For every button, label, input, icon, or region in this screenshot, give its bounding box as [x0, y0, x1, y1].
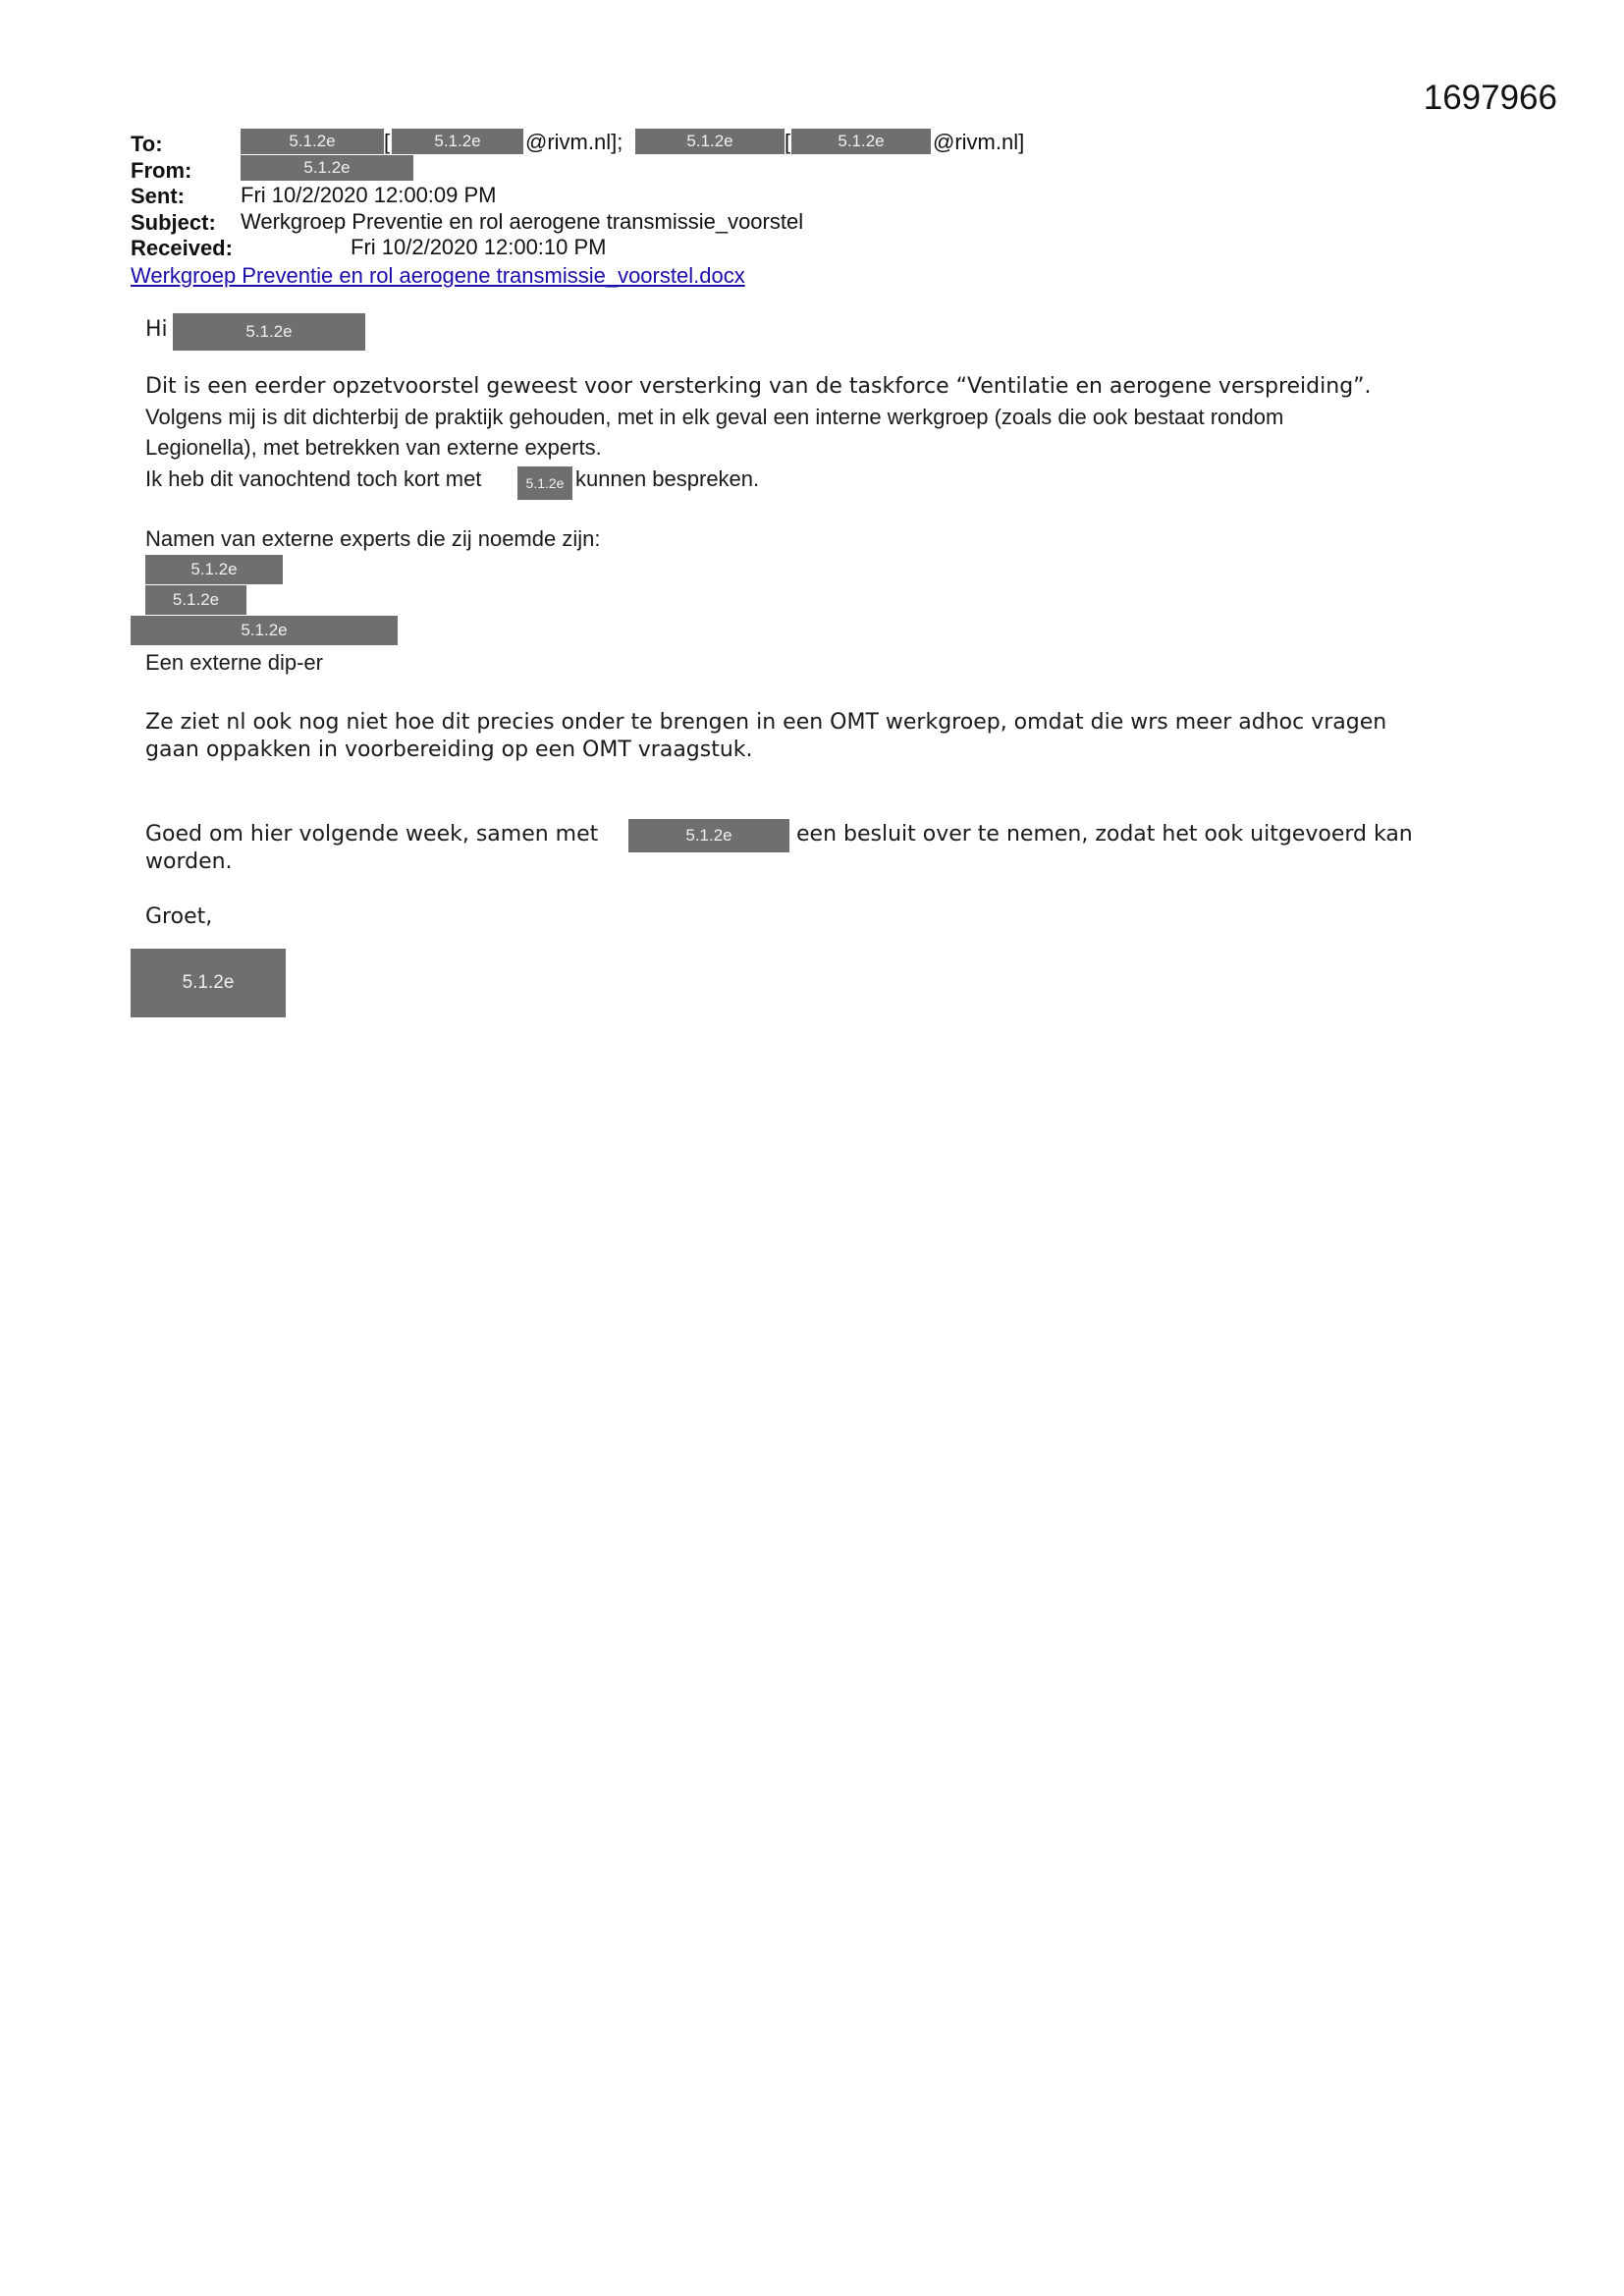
- p1-line3: Legionella), met betrekken van externe experts.: [145, 435, 602, 460]
- to-bracket-1: [: [384, 130, 391, 154]
- from-label: From:: [131, 158, 192, 183]
- to-bracket-2: [: [785, 130, 791, 154]
- p1-line4-start: Ik heb dit vanochtend toch kort met: [145, 466, 482, 491]
- received-label: Received:: [131, 236, 233, 260]
- expert-extra: Een externe dip-er: [145, 650, 323, 675]
- subject-label: Subject:: [131, 210, 216, 235]
- closing: Groet,: [145, 904, 213, 929]
- redaction-to-name-2: 5.1.2e: [635, 129, 785, 154]
- to-label: To:: [131, 132, 163, 156]
- subject-value: Werkgroep Preventie en rol aerogene transmissie_voorstel: [241, 209, 804, 234]
- redaction-inline-2: 5.1.2e: [628, 819, 789, 852]
- experts-intro: Namen van externe experts die zij noemde zijn:: [145, 526, 601, 551]
- p1-line2: Volgens mij is dit dichterbij de praktijk gehouden, met in elk geval een interne werkgroep (zoals die ook bestaat rondom: [145, 405, 1284, 429]
- redaction-signature: 5.1.2e: [131, 949, 286, 1017]
- document-number: 1697966: [1423, 79, 1557, 117]
- redaction-to-email-1: 5.1.2e: [392, 129, 523, 154]
- received-value: Fri 10/2/2020 12:00:10 PM: [351, 235, 607, 259]
- p3-line1-end: een besluit over te nemen, zodat het ook uitgevoerd kan: [796, 822, 1413, 847]
- redaction-inline-1: 5.1.2e: [517, 466, 572, 500]
- redaction-expert-1: 5.1.2e: [145, 555, 283, 584]
- greeting: Hi: [145, 317, 168, 342]
- attachment-link[interactable]: Werkgroep Preventie en rol aerogene transmissie_voorstel.docx: [131, 263, 745, 288]
- p2-line2: gaan oppakken in voorbereiding op een OMT vraagstuk.: [145, 738, 753, 762]
- redaction-from: 5.1.2e: [241, 155, 413, 181]
- redaction-expert-3: 5.1.2e: [131, 616, 398, 645]
- to-domain-2: @rivm.nl]: [933, 130, 1025, 154]
- sent-label: Sent:: [131, 184, 185, 208]
- p2-line1: Ze ziet nl ook nog niet hoe dit precies onder te brengen in een OMT werkgroep, omdat die wrs meer adhoc vragen: [145, 710, 1387, 735]
- p1-line1: Dit is een eerder opzetvoorstel geweest voor versterking van de taskforce “Ventilatie en aerogene verspreiding”.: [145, 374, 1372, 399]
- redaction-greeting-name: 5.1.2e: [173, 313, 365, 351]
- to-domain-1: @rivm.nl];: [525, 130, 623, 154]
- redaction-to-name-1: 5.1.2e: [241, 129, 384, 154]
- p3-line1-start: Goed om hier volgende week, samen met: [145, 822, 599, 847]
- p3-line2: worden.: [145, 849, 233, 874]
- sent-value: Fri 10/2/2020 12:00:09 PM: [241, 183, 497, 207]
- p1-line4-end: kunnen bespreken.: [575, 466, 760, 491]
- redaction-expert-2: 5.1.2e: [145, 585, 246, 615]
- redaction-to-email-2: 5.1.2e: [791, 129, 931, 154]
